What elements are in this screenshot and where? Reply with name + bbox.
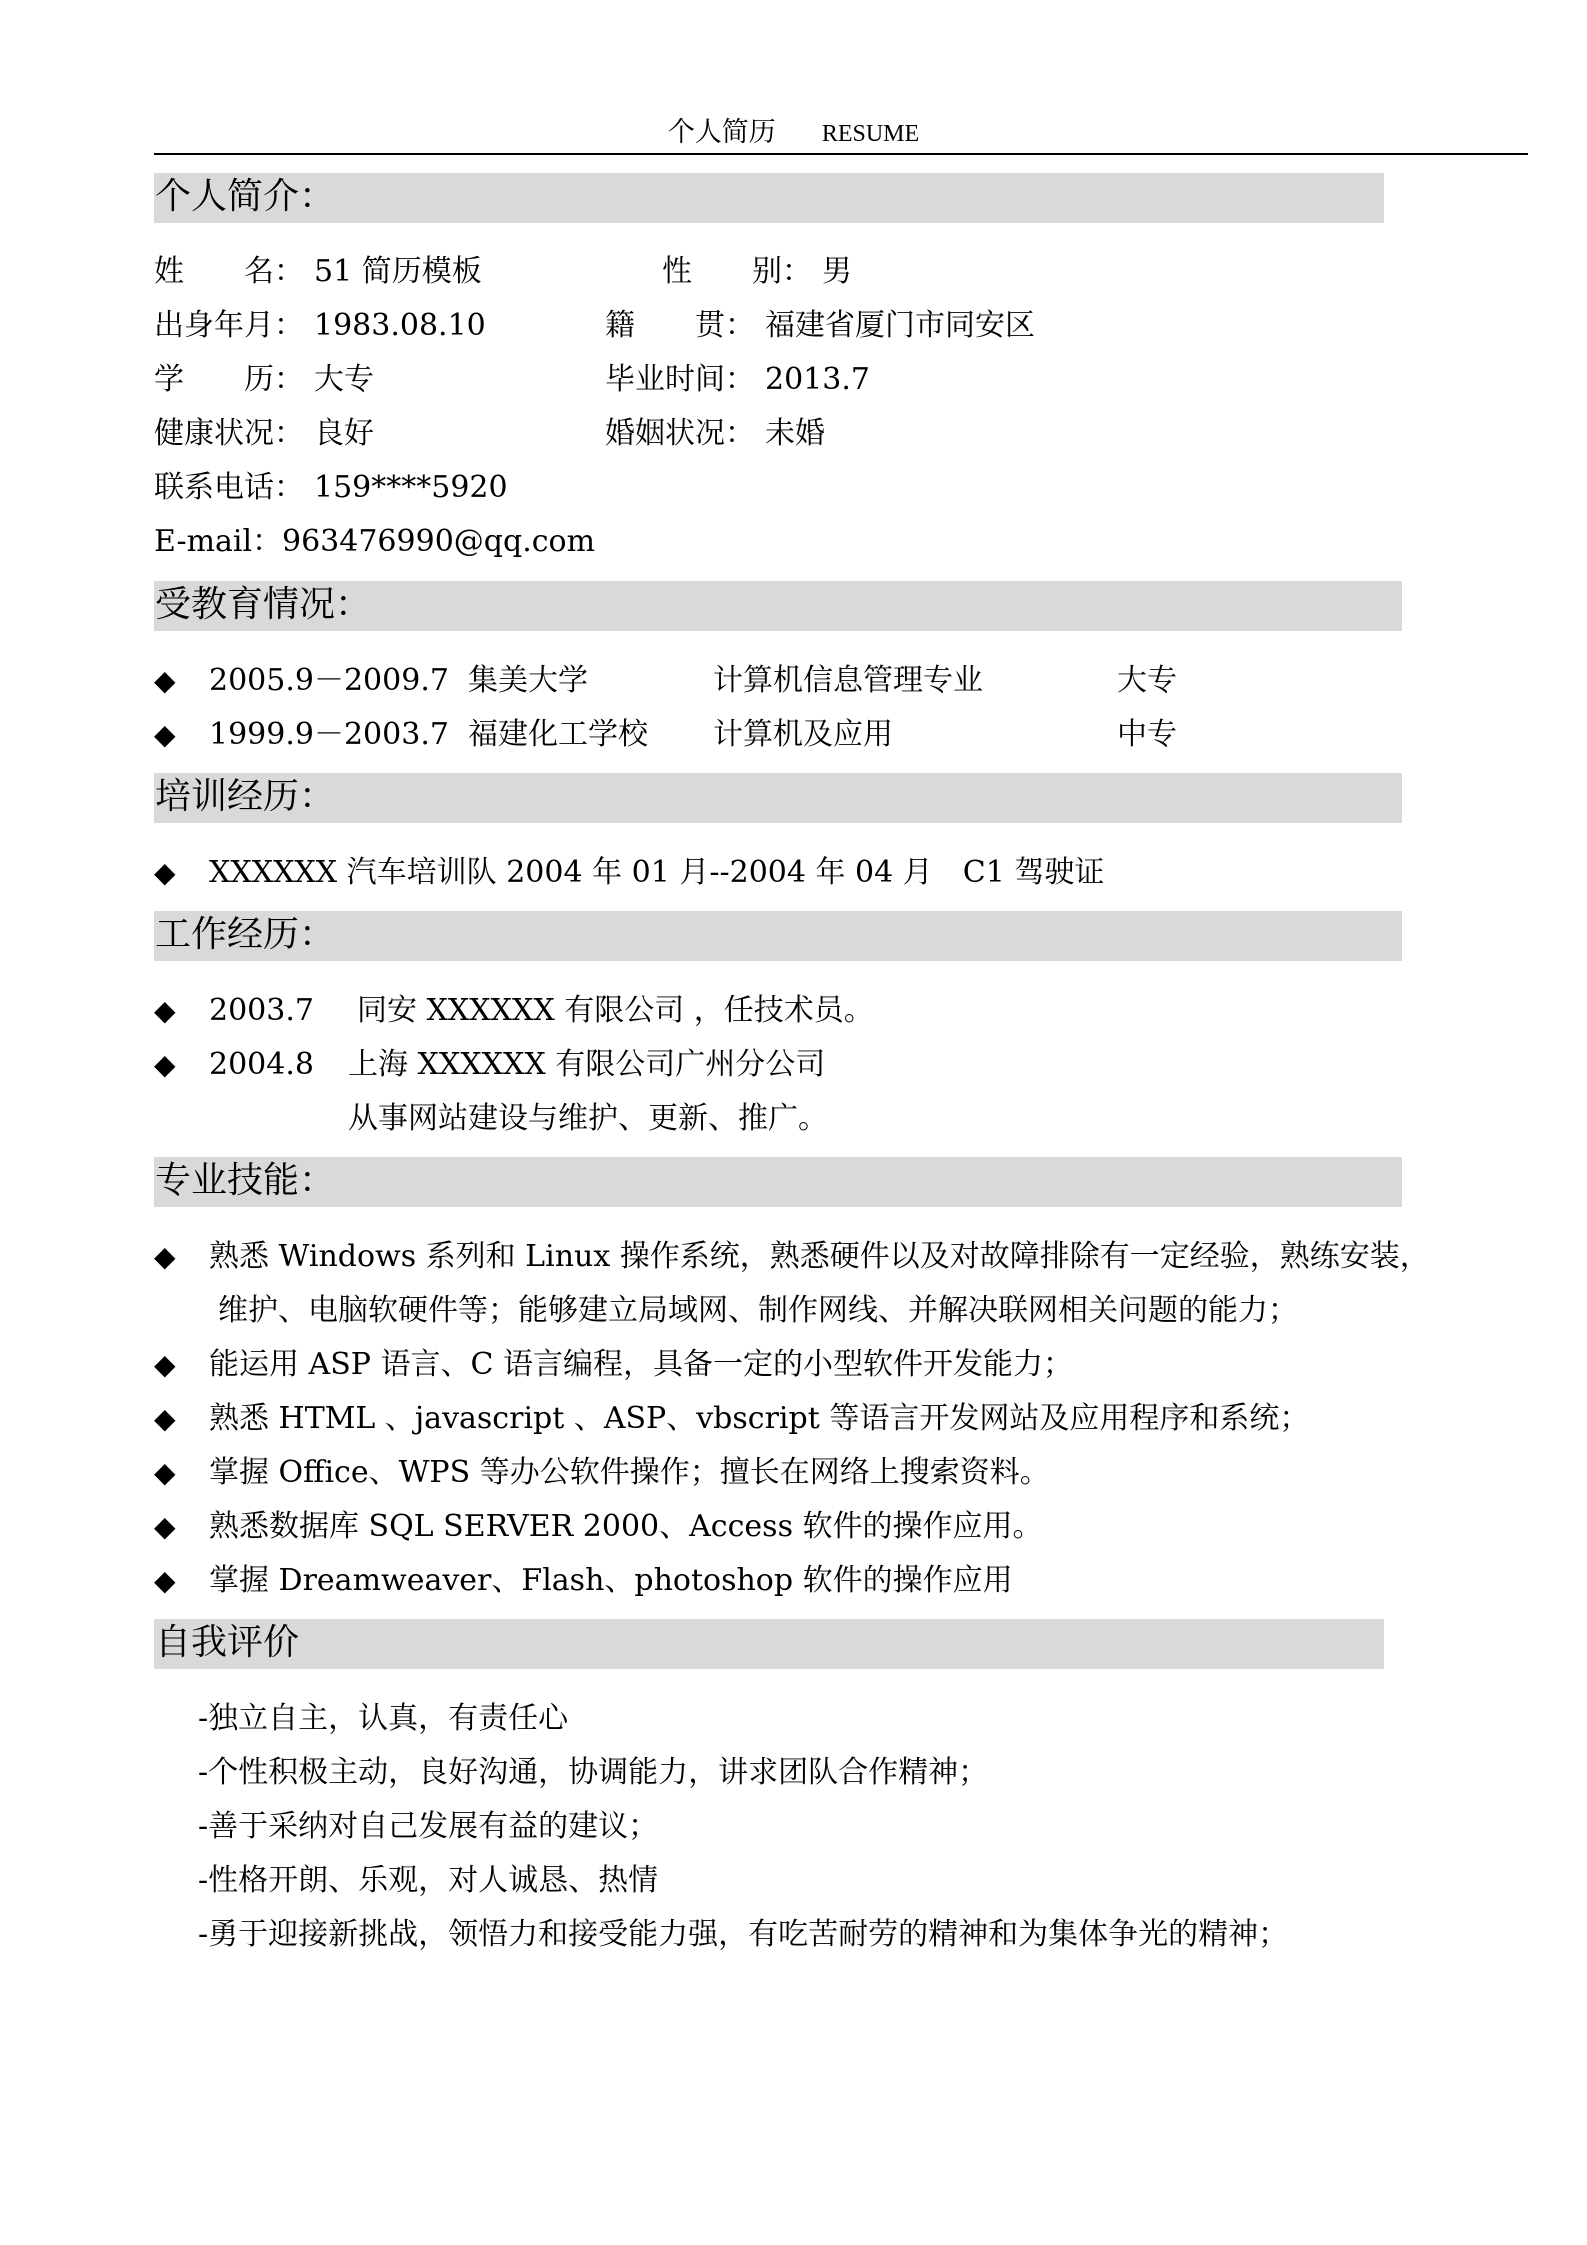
education-level: 大专 <box>1117 663 1177 698</box>
section-heading-education: 受教育情况： <box>155 584 372 625</box>
grad-label: 毕业时间： <box>605 362 755 397</box>
section-heading-self-eval: 自我评价 <box>155 1622 300 1663</box>
work-date: 2004.8 <box>209 1047 314 1082</box>
self-eval-item: -性格开朗、乐观，对人诚恳、热情 <box>198 1863 659 1898</box>
bullet-icon: ◆ <box>154 664 176 697</box>
health-value: 良好 <box>314 416 374 451</box>
education-major: 计算机信息管理专业 <box>713 663 983 698</box>
work-date: 2003.7 <box>209 993 314 1028</box>
skill-item: 熟悉数据库 SQL SERVER 2000、Access 软件的操作应用。 <box>209 1509 1043 1544</box>
education-school: 集美大学 <box>468 663 588 698</box>
skill-item: 掌握 Dreamweaver、Flash、photoshop 软件的操作应用 <box>209 1563 1013 1598</box>
training-item: XXXXXX 汽车培训队 2004 年 01 月--2004 年 04 月 C1 驾驶证 <box>209 855 1105 890</box>
section-band-self-eval <box>154 1619 1384 1669</box>
bullet-icon: ◆ <box>154 1048 176 1081</box>
bullet-icon: ◆ <box>154 1348 176 1381</box>
name-label: 姓 名： <box>154 254 304 289</box>
gender-value: 男 <box>822 254 852 289</box>
email-label: E-mail： <box>154 524 283 559</box>
work-desc: 上海 XXXXXX 有限公司广州分公司 <box>348 1047 826 1082</box>
email-value[interactable]: 963476990@qq.com <box>282 524 596 559</box>
phone-value: 159****5920 <box>314 470 508 505</box>
education-school: 福建化工学校 <box>468 717 648 752</box>
birth-value: 1983.08.10 <box>314 308 486 343</box>
degree-value: 大专 <box>314 362 374 397</box>
grad-value: 2013.7 <box>765 362 870 397</box>
section-heading-training: 培训经历： <box>155 776 336 817</box>
section-band-training <box>154 773 1402 823</box>
education-period: 2005.9－2009.7 <box>209 663 449 698</box>
work-desc: 同安 XXXXXX 有限公司 ，任技术员。 <box>357 993 874 1028</box>
section-band-personal <box>154 173 1384 223</box>
degree-label: 学 历： <box>154 362 304 397</box>
self-eval-item: -勇于迎接新挑战，领悟力和接受能力强，有吃苦耐劳的精神和为集体争光的精神； <box>198 1917 1289 1952</box>
phone-label: 联系电话： <box>154 470 304 505</box>
skill-item: 掌握 Office、WPS 等办公软件操作；擅长在网络上搜索资料。 <box>209 1455 1050 1490</box>
section-heading-personal: 个人简介： <box>155 176 336 217</box>
self-eval-item: -独立自主，认真，有责任心 <box>198 1701 569 1736</box>
section-band-work <box>154 911 1402 961</box>
name-value: 51 简历模板 <box>314 254 482 289</box>
header-title: 个人简历 <box>667 117 776 148</box>
bullet-icon: ◆ <box>154 718 176 751</box>
section-heading-skills: 专业技能： <box>155 1160 336 1201</box>
health-label: 健康状况： <box>154 416 304 451</box>
skill-item: 熟悉 Windows 系列和 Linux 操作系统，熟悉硬件以及对故障排除有一定经验，熟练安装， <box>209 1239 1430 1274</box>
education-period: 1999.9－2003.7 <box>209 717 449 752</box>
header-rule <box>154 153 1528 155</box>
bullet-icon: ◆ <box>154 1456 176 1489</box>
origin-value: 福建省厦门市同安区 <box>765 308 1035 343</box>
bullet-icon: ◆ <box>154 994 176 1027</box>
origin-label: 籍 贯： <box>605 308 755 343</box>
skill-item-continued: 维护、电脑软硬件等；能够建立局域网、制作网线、并解决联网相关问题的能力； <box>218 1293 1298 1328</box>
bullet-icon: ◆ <box>154 1240 176 1273</box>
work-detail: 从事网站建设与维护、更新、推广。 <box>348 1101 828 1136</box>
bullet-icon: ◆ <box>154 856 176 889</box>
section-band-skills <box>154 1157 1402 1207</box>
bullet-icon: ◆ <box>154 1510 176 1543</box>
bullet-icon: ◆ <box>154 1564 176 1597</box>
header-subtitle: RESUME <box>821 121 920 147</box>
education-major: 计算机及应用 <box>713 717 893 752</box>
bullet-icon: ◆ <box>154 1402 176 1435</box>
document-header <box>0 110 1587 149</box>
education-level: 中专 <box>1117 717 1177 752</box>
marital-value: 未婚 <box>765 416 825 451</box>
gender-label: 性 别： <box>662 254 812 289</box>
skill-item: 熟悉 HTML 、javascript 、ASP、vbscript 等语言开发网站及应用程序和系统； <box>209 1401 1310 1436</box>
self-eval-item: -善于采纳对自己发展有益的建议； <box>198 1809 659 1844</box>
section-heading-work: 工作经历： <box>155 914 336 955</box>
self-eval-item: -个性积极主动，良好沟通，协调能力，讲求团队合作精神； <box>198 1755 989 1790</box>
marital-label: 婚姻状况： <box>605 416 755 451</box>
birth-label: 出身年月： <box>154 308 304 343</box>
skill-item: 能运用 ASP 语言、C 语言编程，具备一定的小型软件开发能力； <box>209 1347 1073 1382</box>
